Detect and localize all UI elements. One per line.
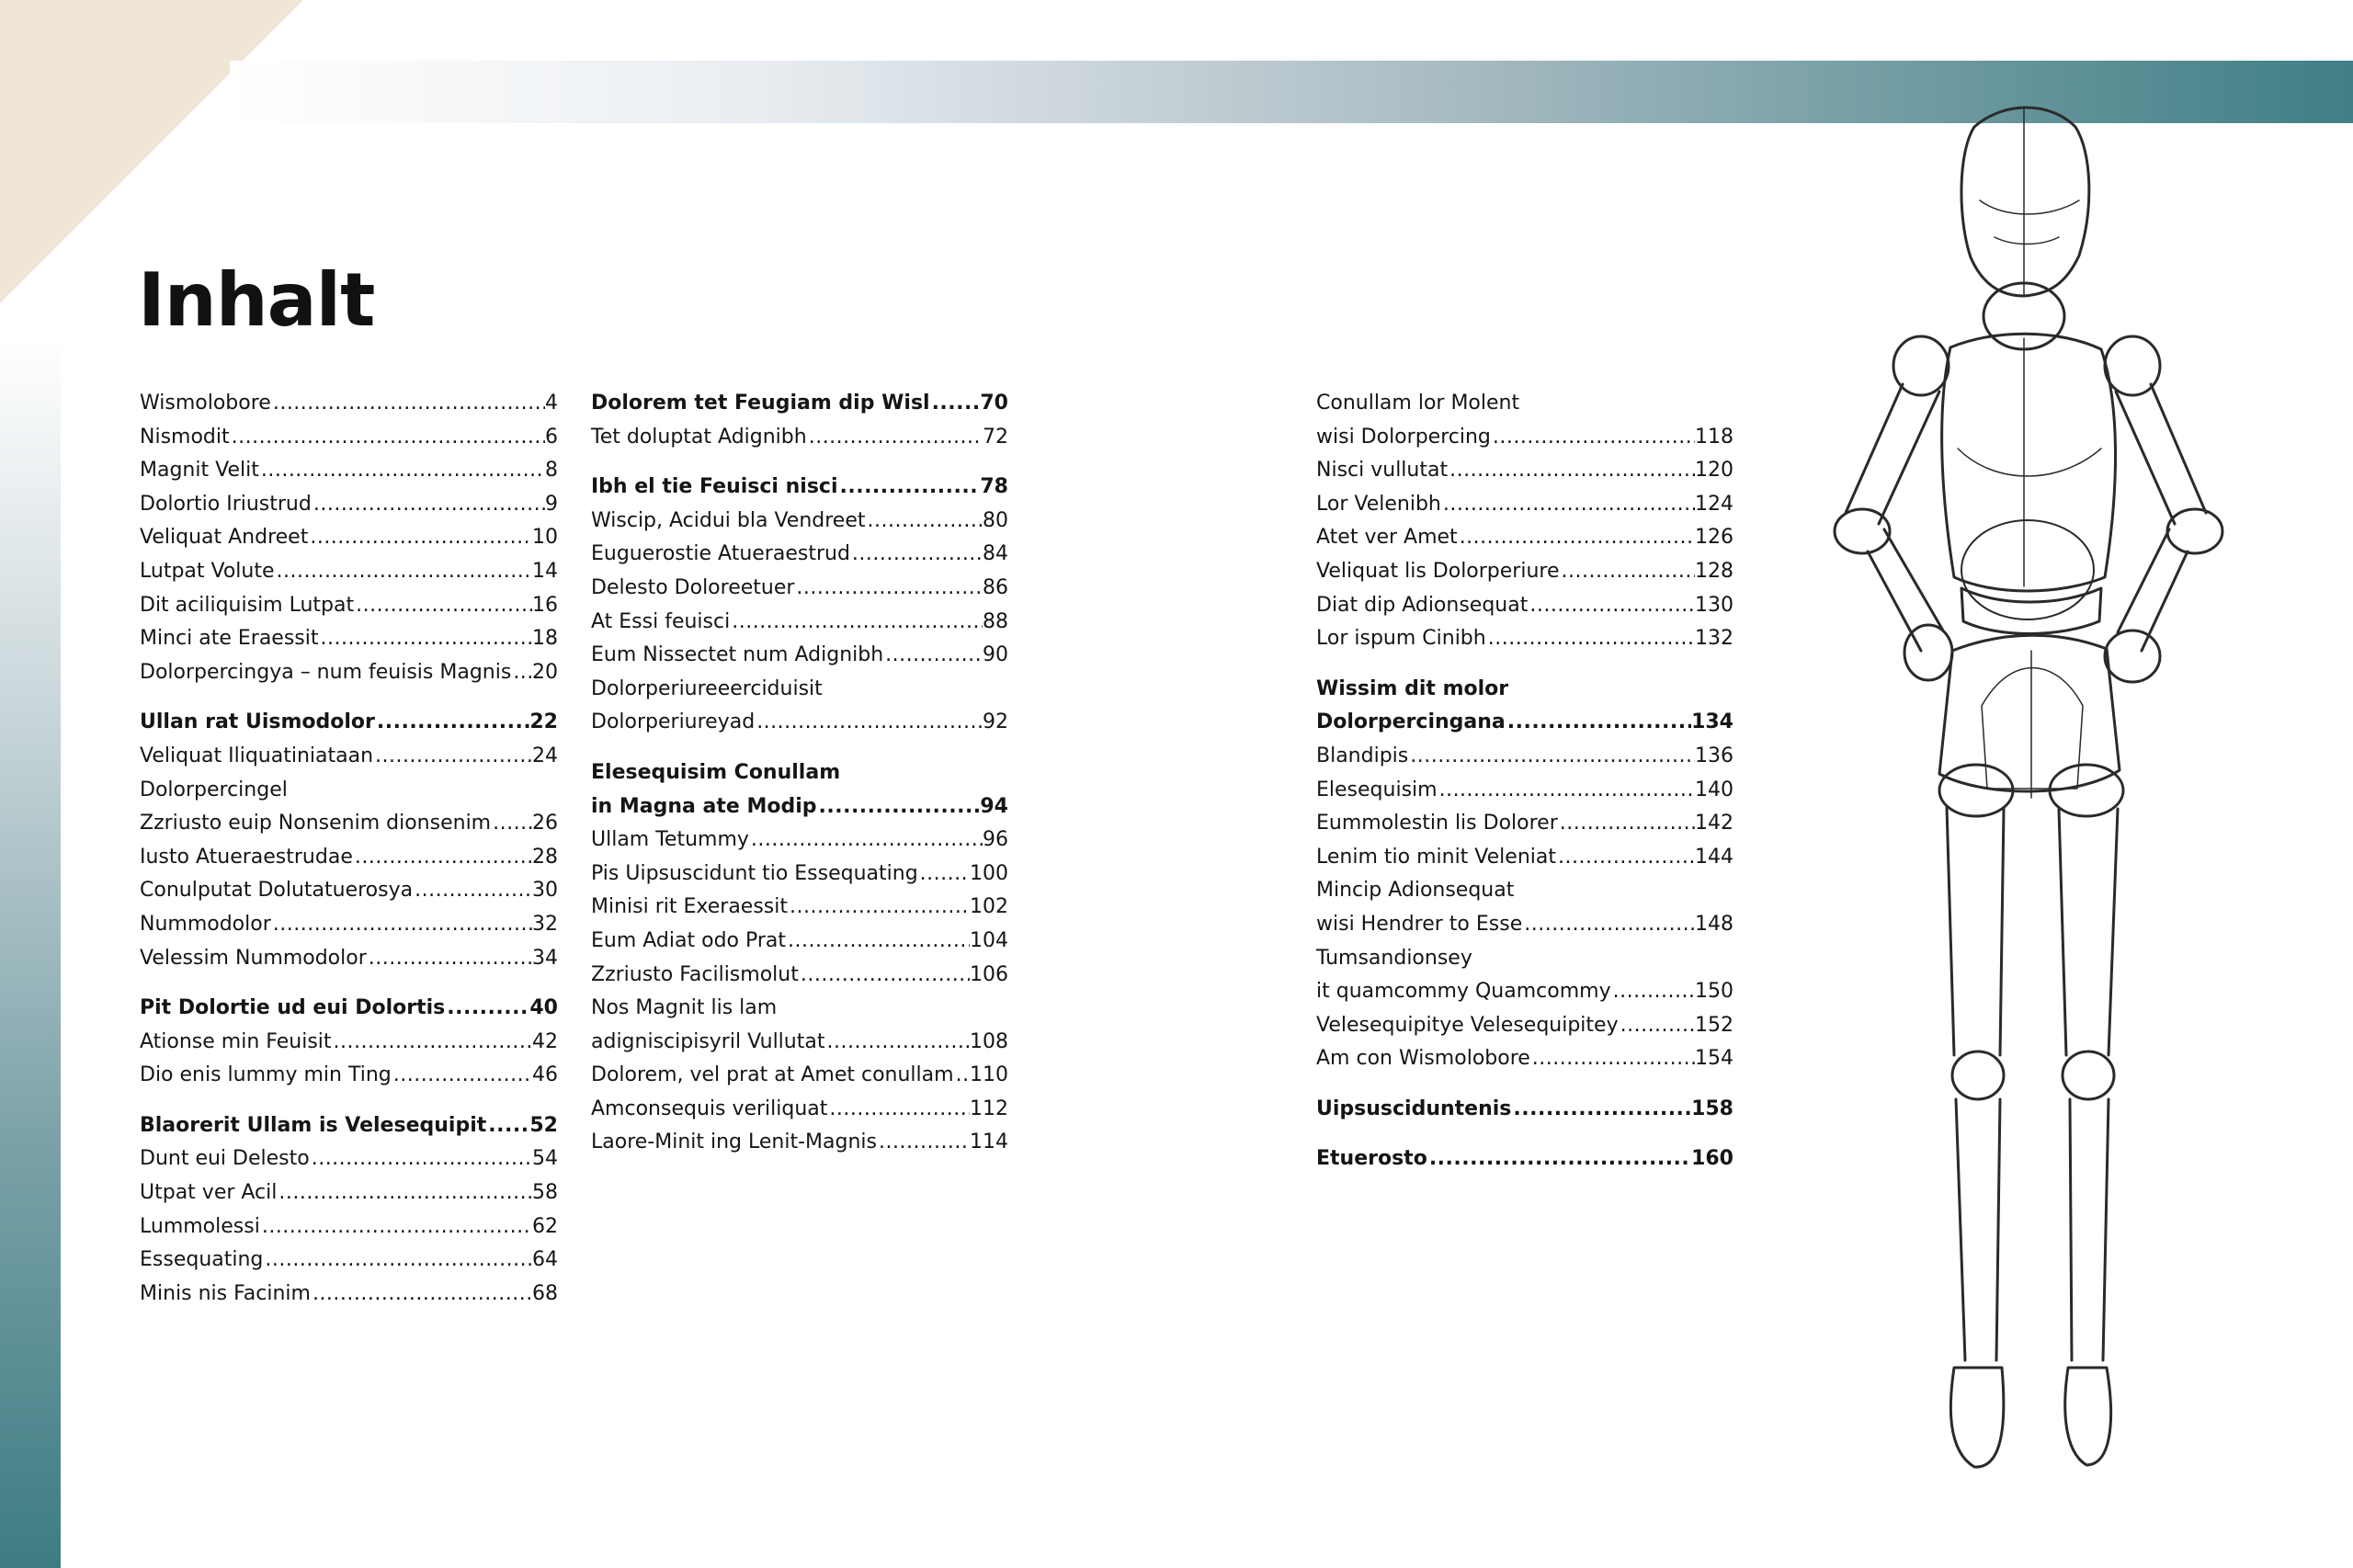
toc-page-number: 32 [532, 912, 558, 936]
toc-entry[interactable] [591, 421, 1008, 455]
toc-dot-leader [1511, 1093, 1691, 1127]
toc-entry-label: Eum Nissectet num Adignibh [591, 643, 884, 667]
toc-entry-label: Essequating [140, 1248, 264, 1272]
toc-entry[interactable] [140, 807, 558, 841]
toc-column-3 [1316, 387, 1733, 1176]
toc-dot-leader [271, 908, 532, 942]
toc-entry-label: it quamcommy Quamcommy [1316, 980, 1611, 1004]
toc-page-number: 8 [545, 459, 558, 483]
mannequin-figure [1783, 99, 2316, 1496]
toc-dot-leader [1528, 589, 1695, 623]
toc-page-number: 100 [970, 861, 1008, 885]
toc-page-number: 140 [1695, 778, 1733, 801]
toc-entry-line: Conullam lor Molent [1316, 392, 1520, 415]
toc-entry[interactable] [140, 1244, 558, 1278]
toc-entry-label: Dolorpercingana [1316, 710, 1506, 734]
toc-dot-leader [1486, 622, 1695, 656]
toc-entry[interactable] [140, 555, 558, 589]
toc-entry-label: Laore-Minit ing Lenit-Magnis [591, 1131, 877, 1154]
toc-entry-line: Dolorperiureeerciduisit [591, 676, 823, 700]
toc-page-number: 130 [1695, 593, 1733, 617]
toc-dot-leader [807, 421, 983, 455]
toc-dot-leader [827, 1093, 970, 1127]
toc-dot-leader [730, 606, 983, 640]
toc-dot-leader [954, 1059, 970, 1093]
toc-dot-leader [373, 740, 532, 774]
toc-entry[interactable] [1316, 1142, 1733, 1176]
toc-gap [591, 740, 1008, 756]
toc-dot-leader [259, 454, 545, 488]
toc-entry[interactable] [140, 454, 558, 488]
toc-dot-leader [1522, 908, 1695, 942]
toc-dot-leader [277, 1176, 532, 1210]
toc-entry[interactable] [591, 471, 1008, 505]
toc-entry[interactable] [1316, 555, 1733, 589]
toc-page-number: 52 [529, 1113, 558, 1137]
toc-entry-label: Dit aciliquisim Lutpat [140, 593, 355, 617]
toc-page-number: 90 [983, 643, 1008, 667]
toc-page-number: 18 [532, 627, 558, 651]
toc-dot-leader [375, 706, 529, 740]
toc-dot-leader [794, 572, 983, 606]
toc-entry[interactable] [1316, 1009, 1733, 1043]
toc-dot-leader [1408, 740, 1695, 774]
toc-dot-leader [918, 858, 970, 892]
toc-gap [140, 689, 558, 706]
toc-dot-leader [353, 841, 532, 875]
toc-page-number: 70 [980, 392, 1008, 415]
toc-entry-label: Veliquat lis Dolorperiure [1316, 559, 1560, 583]
toc-page-number: 72 [983, 425, 1008, 449]
toc-entry[interactable] [591, 959, 1008, 993]
toc-entry[interactable] [1316, 807, 1733, 841]
toc-entry-label: Lor ispum Cinibh [1316, 627, 1486, 651]
toc-entry-label: At Essi feuisci [591, 609, 731, 633]
toc-entry-label: Ibh el tie Feuisci nisci [591, 475, 838, 499]
toc-entry-label: Veliquat Andreet [140, 526, 309, 550]
toc-entry[interactable] [591, 387, 1008, 421]
toc-entry-label: Tet doluptat Adignibh [591, 425, 807, 449]
toc-entry-label: Dolortio Iriustrud [140, 492, 312, 516]
toc-page-number: 30 [532, 879, 558, 903]
toc-dot-leader [824, 1026, 970, 1060]
toc-dot-leader [308, 521, 532, 555]
toc-entry[interactable] [1316, 454, 1733, 488]
toc-page-number: 88 [983, 609, 1008, 633]
toc-gap [140, 1093, 558, 1109]
toc-entry-label: Blandipis [1316, 744, 1409, 767]
toc-dot-leader [275, 555, 532, 589]
toc-entry-label: Uipsusciduntenis [1316, 1096, 1512, 1120]
toc-page-number: 9 [545, 492, 558, 516]
toc-page-number: 46 [532, 1063, 558, 1087]
toc-dot-leader [788, 891, 970, 925]
toc-dot-leader [1560, 555, 1695, 589]
toc-entry-label: Dolorem tet Feugiam dip Wisl [591, 392, 930, 415]
toc-dot-leader [354, 589, 532, 623]
toc-entry-label: Eummolestin lis Dolorer [1316, 812, 1558, 835]
toc-entry-label: Ullan rat Uismodolor [140, 710, 375, 734]
toc-entry-label: Amconsequis veriliquat [591, 1096, 828, 1120]
toc-entry[interactable] [591, 639, 1008, 673]
toc-entry[interactable] [591, 572, 1008, 606]
toc-page-number: 126 [1695, 526, 1733, 550]
toc-dot-leader [883, 639, 983, 673]
toc-page-number: 24 [532, 744, 558, 767]
toc-entry-label: Euguerostie Atueraestrud [591, 542, 850, 566]
toc-dot-leader [838, 471, 981, 505]
toc-entry[interactable] [591, 1093, 1008, 1127]
toc-page-number: 78 [980, 475, 1008, 499]
toc-gap [1316, 1076, 1733, 1093]
toc-dot-leader [486, 1109, 529, 1143]
toc-page-number: 40 [529, 996, 558, 1020]
toc-page-number: 4 [545, 392, 558, 415]
toc-entry[interactable] [591, 790, 1008, 824]
toc-dot-leader [1448, 454, 1695, 488]
toc-entry[interactable] [140, 942, 558, 976]
wooden-mannequin-sketch-icon [1783, 99, 2316, 1496]
toc-dot-leader [1491, 421, 1695, 455]
toc-entry-label: Magnit Velit [140, 459, 259, 483]
toc-entry-label: Velesequipitye Velesequipitey [1316, 1013, 1619, 1037]
toc-entry[interactable] [140, 740, 558, 774]
toc-entry[interactable] [1316, 421, 1733, 455]
toc-entry-label: Nismodit [140, 425, 230, 449]
toc-dot-leader [392, 1059, 532, 1093]
toc-entry-label: Ationse min Feuisit [140, 1029, 332, 1053]
toc-entry-label: Minis nis Facinim [140, 1281, 311, 1305]
toc-page-number: 28 [532, 845, 558, 869]
toc-page-number: 134 [1691, 710, 1733, 734]
toc-entry-label: Blaorerit Ullam is Velesequipit [140, 1113, 487, 1137]
toc-entry-line: Dolorpercingel [140, 778, 288, 801]
toc-entry[interactable] [591, 1059, 1008, 1093]
side-gradient-band [0, 340, 61, 1568]
toc-entry[interactable] [591, 891, 1008, 925]
toc-dot-leader [263, 1244, 532, 1278]
toc-entry-label: Minisi rit Exeraessit [591, 895, 788, 919]
toc-dot-leader [817, 790, 981, 824]
toc-entry-label: Iusto Atueraestrudae [140, 845, 353, 869]
toc-entry[interactable] [140, 387, 558, 421]
toc-page-number: 104 [970, 928, 1008, 952]
toc-dot-leader [271, 387, 545, 421]
toc-page-number: 102 [970, 895, 1008, 919]
toc-entry[interactable] [140, 589, 558, 623]
toc-dot-leader [230, 421, 545, 455]
toc-entry[interactable] [1316, 706, 1733, 740]
toc-entry[interactable] [591, 606, 1008, 640]
toc-entry[interactable] [140, 1210, 558, 1244]
toc-entry[interactable] [1316, 1093, 1733, 1127]
toc-entry[interactable] [140, 521, 558, 555]
toc-entry-label: Nisci vullutat [1316, 459, 1449, 483]
toc-entry-label: Lutpat Volute [140, 559, 275, 583]
toc-entry-label: Ullam Tetummy [591, 828, 749, 852]
toc-dot-leader [413, 874, 532, 908]
toc-entry[interactable] [140, 841, 558, 875]
toc-page-number: 58 [532, 1181, 558, 1205]
toc-page-number: 114 [970, 1131, 1008, 1154]
toc-page-number: 124 [1695, 492, 1733, 516]
toc-entry[interactable] [1316, 975, 1733, 1009]
toc-entry[interactable] [140, 908, 558, 942]
toc-entry-label: Utpat ver Acil [140, 1181, 278, 1205]
toc-entry[interactable] [140, 421, 558, 455]
toc-entry-label: Etuerosto [1316, 1147, 1427, 1171]
toc-page-number: 26 [532, 812, 558, 835]
toc-page-number: 150 [1695, 980, 1733, 1004]
toc-dot-leader [786, 925, 970, 959]
toc-dot-leader [850, 538, 983, 572]
toc-entry-label: Diat dip Adionsequat [1316, 593, 1529, 617]
toc-entry-label: in Magna ate Modip [591, 794, 817, 818]
toc-entry-line: Elesequisim Conullam [591, 760, 841, 784]
toc-dot-leader [367, 942, 532, 976]
toc-entry[interactable] [591, 1126, 1008, 1160]
toc-entry-label: Pit Dolortie ud eui Dolortis [140, 996, 446, 1020]
toc-dot-leader [755, 706, 983, 740]
toc-entry-label: Dolorperiureyad [591, 710, 756, 734]
toc-page-number: 108 [970, 1029, 1008, 1053]
toc-entry[interactable] [591, 925, 1008, 959]
toc-entry[interactable] [140, 706, 558, 740]
toc-dot-leader [865, 505, 983, 539]
toc-entry[interactable] [1316, 589, 1733, 623]
toc-dot-leader [319, 622, 533, 656]
toc-entry[interactable] [1316, 488, 1733, 522]
toc-page-number: 10 [532, 526, 558, 550]
toc-dot-leader [511, 656, 532, 690]
toc-entry-label: Dunt eui Delesto [140, 1147, 310, 1171]
toc-dot-leader [1611, 975, 1695, 1009]
toc-entry-line: Tumsandionsey [1316, 946, 1472, 970]
toc-entry[interactable] [591, 505, 1008, 539]
toc-page-number: 120 [1695, 459, 1733, 483]
toc-gap [1316, 1126, 1733, 1142]
toc-entry-label: Dolorem, vel prat at Amet conullam [591, 1063, 954, 1087]
toc-entry-line: Wissim dit molor [1316, 676, 1509, 700]
toc-entry[interactable] [1316, 521, 1733, 555]
toc-entry-label: Pis Uipsuscidunt tio Essequating [591, 861, 918, 885]
toc-entry-label: Minci ate Eraessit [140, 627, 319, 651]
toc-dot-leader [877, 1126, 970, 1160]
toc-dot-leader [260, 1210, 532, 1244]
toc-entry-label: Nummodolor [140, 912, 271, 936]
toc-column-2 [591, 387, 1008, 1160]
toc-page-number: 96 [983, 828, 1008, 852]
toc-page-number: 84 [983, 542, 1008, 566]
toc-entry-label: Lenim tio minit Veleniat [1316, 845, 1556, 869]
toc-page-number: 6 [545, 425, 558, 449]
toc-entry-label: Dio enis lummy min Ting [140, 1063, 392, 1087]
toc-entry-label: Am con Wismolobore [1316, 1047, 1530, 1071]
toc-entry-line: Nos Magnit lis lam [591, 996, 778, 1020]
toc-entry[interactable] [140, 1278, 558, 1312]
toc-page-number: 20 [532, 660, 558, 684]
toc-entry-label: wisi Hendrer to Esse [1316, 912, 1523, 936]
toc-page-number: 144 [1695, 845, 1733, 869]
toc-page-number: 92 [983, 710, 1008, 734]
toc-page-number: 94 [980, 794, 1008, 818]
toc-entry-label: Velessim Nummodolor [140, 946, 367, 970]
toc-entry[interactable] [1316, 841, 1733, 875]
toc-page-number: 110 [970, 1063, 1008, 1087]
toc-page-number: 152 [1695, 1013, 1733, 1037]
toc-entry[interactable] [1316, 774, 1733, 808]
toc-page-number: 118 [1695, 425, 1733, 449]
toc-page-number: 136 [1695, 744, 1733, 767]
toc-dot-leader [311, 1278, 532, 1312]
toc-dot-leader [332, 1026, 532, 1060]
toc-dot-leader [312, 488, 545, 522]
toc-entry-label: Dolorpercingya – num feuisis Magnis [140, 660, 512, 684]
toc-entry-label: Lummolessi [140, 1214, 260, 1238]
toc-page-number: 142 [1695, 812, 1733, 835]
toc-page-number: 54 [532, 1147, 558, 1171]
toc-entry[interactable] [591, 858, 1008, 892]
toc-entry[interactable] [140, 1109, 558, 1143]
toc-gap [140, 975, 558, 992]
toc-dot-leader [310, 1142, 532, 1176]
toc-dot-leader [1556, 841, 1695, 875]
toc-dot-leader [1558, 807, 1695, 841]
toc-entry-line: Mincip Adionsequat [1316, 879, 1515, 903]
toc-entry[interactable] [1316, 1042, 1733, 1076]
toc-page-number: 16 [532, 593, 558, 617]
toc-entry[interactable] [1316, 622, 1733, 656]
toc-entry[interactable] [140, 874, 558, 908]
toc-entry[interactable] [1316, 740, 1733, 774]
toc-column-1 [140, 387, 558, 1311]
toc-entry-label: Wismolobore [140, 392, 271, 415]
toc-page-number: 34 [532, 946, 558, 970]
toc-page-number: 80 [983, 508, 1008, 532]
toc-page-number: 154 [1695, 1047, 1733, 1071]
toc-dot-leader [930, 387, 981, 421]
toc-entry-label: wisi Dolorpercing [1316, 425, 1491, 449]
toc-page-number: 68 [532, 1281, 558, 1305]
toc-entry-label: Delesto Doloreetuer [591, 575, 795, 599]
toc-entry[interactable] [591, 706, 1008, 740]
toc-entry[interactable] [140, 992, 558, 1026]
toc-entry[interactable] [140, 1142, 558, 1176]
toc-gap [1316, 656, 1733, 673]
toc-dot-leader [491, 807, 532, 841]
toc-dot-leader [445, 992, 529, 1026]
toc-dot-leader [749, 824, 983, 858]
toc-entry-label: Veliquat Iliquatiniataan [140, 744, 374, 767]
toc-entry-label: Zzriusto Facilismolut [591, 962, 799, 986]
page-title: Inhalt [138, 257, 375, 343]
toc-entry-label: Wiscip, Acidui bla Vendreet [591, 508, 866, 532]
toc-entry-label: Eum Adiat odo Prat [591, 928, 787, 952]
toc-page-number: 148 [1695, 912, 1733, 936]
toc-entry-label: Elesequisim [1316, 778, 1438, 801]
toc-page-number: 160 [1691, 1147, 1733, 1171]
toc-entry[interactable] [140, 656, 558, 690]
toc-dot-leader [799, 959, 970, 993]
toc-page-number: 106 [970, 962, 1008, 986]
toc-entry-label: adigniscipisyril Vullutat [591, 1029, 825, 1053]
toc-entry[interactable] [140, 1059, 558, 1093]
toc-dot-leader [1427, 1142, 1691, 1176]
toc-page-number: 62 [532, 1214, 558, 1238]
toc-entry[interactable] [140, 1176, 558, 1210]
toc-entry[interactable] [591, 538, 1008, 572]
toc-page-number: 64 [532, 1248, 558, 1272]
toc-entry[interactable] [140, 488, 558, 522]
toc-dot-leader [1530, 1042, 1695, 1076]
toc-dot-leader [1619, 1009, 1695, 1043]
toc-page-number: 14 [532, 559, 558, 583]
toc-dot-leader [1441, 488, 1695, 522]
toc-entry-label: Zzriusto euip Nonsenim dionsenim [140, 812, 492, 835]
toc-page-number: 158 [1691, 1096, 1733, 1120]
toc-dot-leader [1506, 706, 1691, 740]
toc-entry[interactable] [591, 1026, 1008, 1060]
toc-page-number: 128 [1695, 559, 1733, 583]
toc-dot-leader [1458, 521, 1695, 555]
toc-page-number: 86 [983, 575, 1008, 599]
toc-dot-leader [1438, 774, 1695, 808]
toc-entry-label: Lor Velenibh [1316, 492, 1441, 516]
toc-page-number: 42 [532, 1029, 558, 1053]
toc-gap [591, 454, 1008, 471]
toc-entry[interactable] [1316, 908, 1733, 942]
toc-entry-label: Conulputat Dolutatuerosya [140, 879, 414, 903]
toc-page-number: 22 [529, 710, 558, 734]
toc-entry[interactable] [140, 622, 558, 656]
toc-page-number: 112 [970, 1096, 1008, 1120]
toc-entry[interactable] [140, 1026, 558, 1060]
toc-page-number: 132 [1695, 627, 1733, 651]
toc-entry-label: Atet ver Amet [1316, 526, 1458, 550]
toc-entry[interactable] [591, 824, 1008, 858]
